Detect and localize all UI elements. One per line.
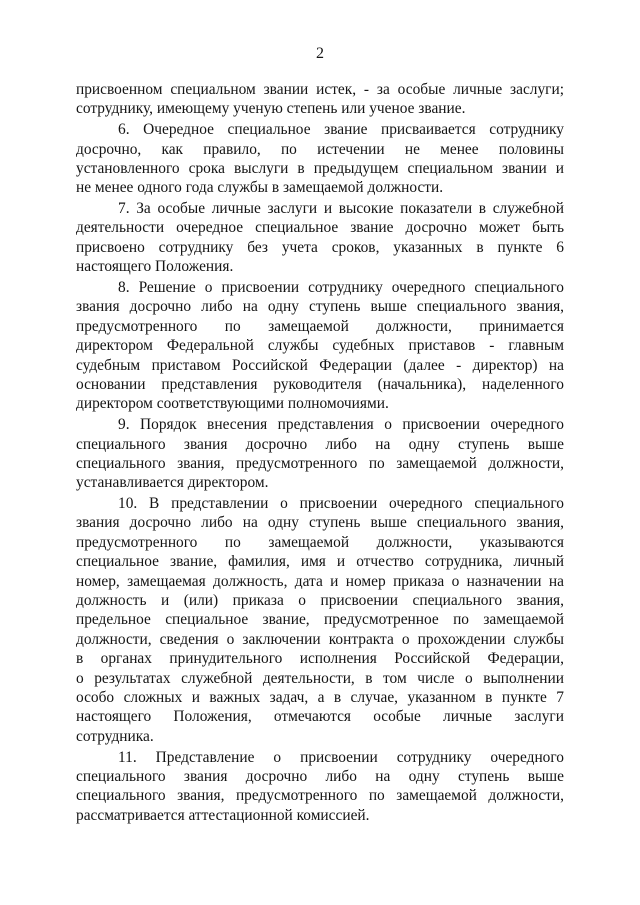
- text-line: настоящего Положения.: [76, 258, 234, 276]
- text-line: предусмотренного по замещаемой должности, указываются: [76, 533, 564, 551]
- text-line: специального звания, предусмотренного по замещаемой должности,: [76, 787, 564, 805]
- text-line: 7. За особые личные заслуги и высокие показатели в служебной: [118, 200, 564, 218]
- text-line: предусмотренного по замещаемой должности, принимается: [76, 317, 564, 335]
- text-line: специальное звание, фамилия, имя и отчество сотрудника, личный: [76, 553, 564, 571]
- text-line: звания досрочно либо на одну ступень выше специального звания,: [76, 298, 564, 316]
- paragraph: [76, 748, 564, 826]
- text-line: не менее одного года службы в замещаемой должности.: [76, 179, 444, 197]
- paragraph: [76, 120, 564, 198]
- text-line: 6. Очередное специальное звание присваивается сотруднику: [118, 121, 564, 139]
- text-line: должность и (или) приказа о присвоении специального звания,: [76, 592, 564, 610]
- text-line: сотруднику, имеющему ученую степень или ученое звание.: [76, 100, 466, 118]
- paragraph: [76, 415, 564, 493]
- paragraph: [76, 80, 564, 119]
- text-line: специального звания досрочно либо на одну ступень выше: [76, 435, 564, 453]
- text-line: о результатах служебной деятельности, в том числе о выполнении: [76, 669, 564, 687]
- text-line: судебным приставом Российской Федерации (далее - директор) на: [76, 356, 564, 374]
- text-line: присвоено сотруднику без учета сроков, указанных в пункте 6: [76, 238, 564, 256]
- text-line: сотрудника.: [76, 727, 154, 745]
- paragraph: [76, 199, 564, 277]
- text-line: рассматривается аттестационной комиссией.: [76, 806, 370, 824]
- page-number: 2: [316, 45, 324, 62]
- text-line: настоящего Положения, отмечаются особые личные заслуги: [76, 708, 564, 726]
- text-line: 8. Решение о присвоении сотруднику очередного специального: [118, 278, 564, 296]
- paragraph: [76, 278, 564, 414]
- text-line: предельное специальное звание, предусмотренное по замещаемой: [76, 611, 564, 629]
- document-body: [76, 80, 564, 827]
- text-line: номер, замещаемая должность, дата и номер приказа о назначении на: [76, 572, 564, 590]
- text-line: специального звания досрочно либо на одну ступень выше: [76, 768, 564, 785]
- text-line: директором соответствующими полномочиями.: [76, 395, 389, 413]
- text-line: досрочно, как правило, по истечении не менее половины: [76, 140, 564, 158]
- text-line: устанавливается директором.: [76, 474, 269, 492]
- text-line: 11. Представление о присвоении сотруднику очередного: [118, 748, 564, 766]
- text-line: звания досрочно либо на одну ступень выше специального звания,: [76, 514, 564, 532]
- paragraph: [76, 494, 564, 746]
- text-line: деятельности очередное специальное звание досрочно может быть: [76, 219, 564, 237]
- text-line: специального звания, предусмотренного по замещаемой должности,: [76, 454, 564, 472]
- text-line: основании представления руководителя (начальника), наделенного: [76, 375, 564, 393]
- text-line: 10. В представлении о присвоении очередного специального: [118, 495, 564, 513]
- text-line: директором Федеральной службы судебных приставов - главным: [76, 337, 564, 355]
- text-line: установленного срока выслуги в предыдущем специальном звании и: [76, 159, 564, 177]
- text-line: присвоенном специальном звании истек, - за особые личные заслуги;: [76, 81, 564, 98]
- text-line: особо сложных и важных задач, а в случае, указанном в пункте 7: [76, 689, 564, 707]
- text-line: должности, сведения о заключении контракта о прохождении службы: [76, 630, 564, 648]
- text-line: 9. Порядок внесения представления о присвоении очередного: [118, 416, 564, 434]
- text-line: в органах принудительного исполнения Российской Федерации,: [76, 650, 564, 668]
